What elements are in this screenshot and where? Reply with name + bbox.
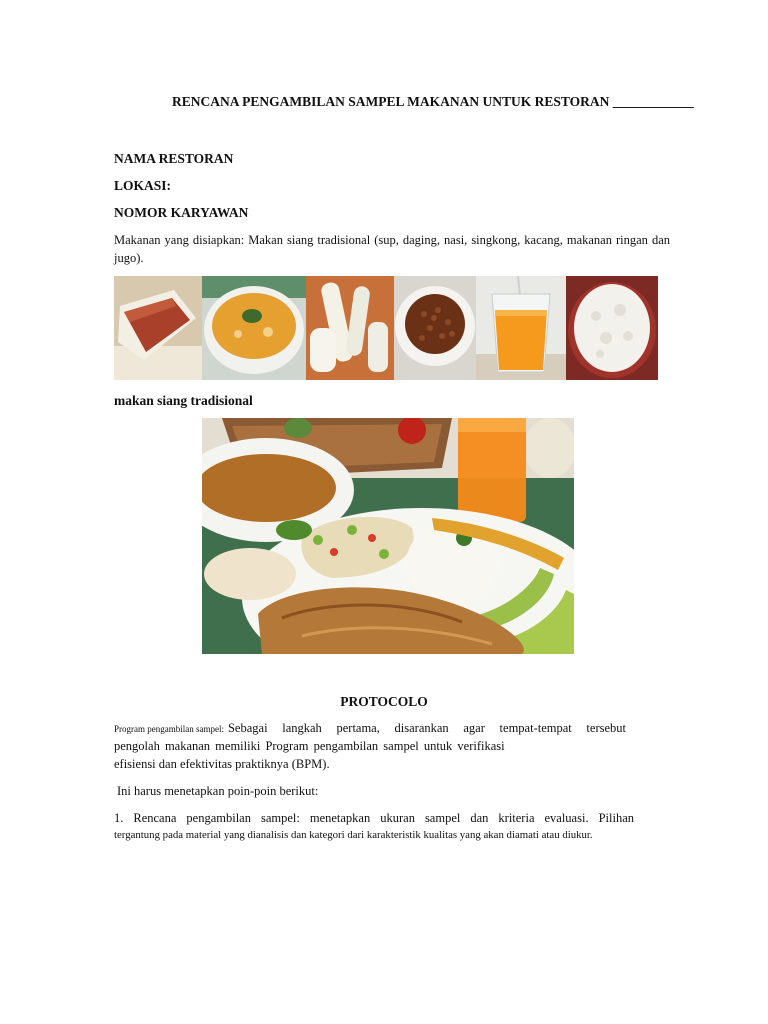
- prepared-food-paragraph: Makanan yang disiapkan: Makan siang tradisional (sup, daging, nasi, singkong, kacang, makanan ringan dan jugo).: [114, 233, 670, 265]
- sampling-program-label: Program pengambilan sampel:: [114, 724, 224, 734]
- point-1-line-1: 1. Rencana pengambilan sampel: menetapkan ukuran sampel dan kriteria evaluasi. Pilihan: [114, 811, 634, 825]
- food-image-strip: [114, 276, 658, 380]
- restaurant-name-label: NAMA RESTORAN: [114, 151, 234, 166]
- protocol-line-3: efisiensi dan efektivitas praktiknya (BPM).: [114, 757, 330, 771]
- protocol-line-2: pengolah makanan memiliki Program pengambilan sampel untuk verifikasi: [114, 739, 505, 753]
- soup-bowl-image: [202, 276, 306, 380]
- beans-bowl-image: [394, 276, 476, 380]
- protocol-line-1-text: Sebagai langkah pertama, disarankan agar tempat-tempat tersebut: [227, 721, 626, 735]
- employee-number-label: NOMOR KARYAWAN: [114, 205, 249, 220]
- traditional-lunch-photo: [202, 418, 574, 654]
- cassava-image: [306, 276, 394, 380]
- points-intro: Ini harus menetapkan poin-poin berikut:: [117, 784, 319, 798]
- white-rice-image: [566, 276, 658, 380]
- location-label: LOKASI:: [114, 178, 172, 193]
- protocol-line-1: [114, 721, 626, 736]
- image-caption: makan siang tradisional: [114, 393, 253, 408]
- point-1-line-2: tergantung pada material yang dianalisis dan kategori dari karakteristik kualitas yang akan diamati atau diukur.: [114, 829, 593, 841]
- protocol-heading: PROTOCOLO: [340, 694, 428, 709]
- orange-juice-image: [476, 276, 566, 380]
- document-title: RENCANA PENGAMBILAN SAMPEL MAKANAN UNTUK RESTORAN ____________: [172, 94, 694, 109]
- panela-block-image: [114, 276, 202, 380]
